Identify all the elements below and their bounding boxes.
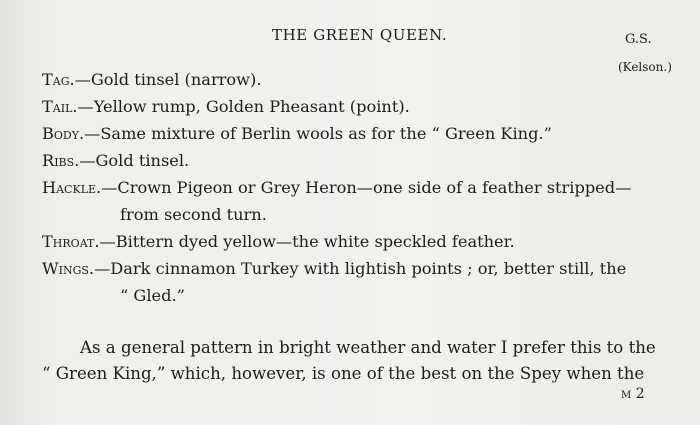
entry-text: —Gold tinsel.: [79, 151, 190, 170]
page-folio: m 2: [621, 386, 645, 402]
entry-tag: [42, 70, 261, 89]
entry-text: —Crown Pigeon or Grey Heron—one side of a feather stripped—: [101, 178, 632, 197]
paragraph-line-1: As a general pattern in bright weather and water I prefer this to the: [80, 338, 656, 357]
entry-hackle-continuation: from second turn.: [120, 205, 267, 224]
pattern-author: (Kelson.): [618, 60, 672, 74]
entry-text: —Yellow rump, Golden Pheasant (point).: [77, 97, 410, 116]
paragraph-line-2: “ Green King,” which, however, is one of the best on the Spey when the: [42, 364, 645, 383]
entry-tail: [42, 97, 410, 116]
entry-text: —Bittern dyed yellow—the white speckled feather.: [99, 232, 515, 251]
entry-label: Tag.: [42, 70, 75, 89]
entry-body: [42, 124, 552, 143]
entry-label: Hackle.: [42, 178, 102, 197]
entry-throat: [42, 232, 515, 251]
entry-text: —Dark cinnamon Turkey with lightish points ; or, better still, the: [94, 259, 627, 278]
entry-label: Tail.: [42, 97, 78, 116]
entry-ribs: [42, 151, 189, 170]
entry-text: —Gold tinsel (narrow).: [74, 70, 262, 89]
entry-label: Ribs.: [42, 151, 80, 170]
entry-text: —Same mixture of Berlin wools as for the “ Green King.”: [84, 124, 552, 143]
entry-label: Wings.: [42, 259, 95, 278]
entry-label: Throat.: [42, 232, 100, 251]
page-title: THE GREEN QUEEN.: [272, 26, 448, 44]
entry-hackle: [42, 178, 631, 197]
entry-label: Body.: [42, 124, 85, 143]
pattern-code: G.S.: [625, 32, 652, 47]
entry-wings-continuation: “ Gled.”: [120, 286, 185, 305]
entry-wings: [42, 259, 626, 278]
